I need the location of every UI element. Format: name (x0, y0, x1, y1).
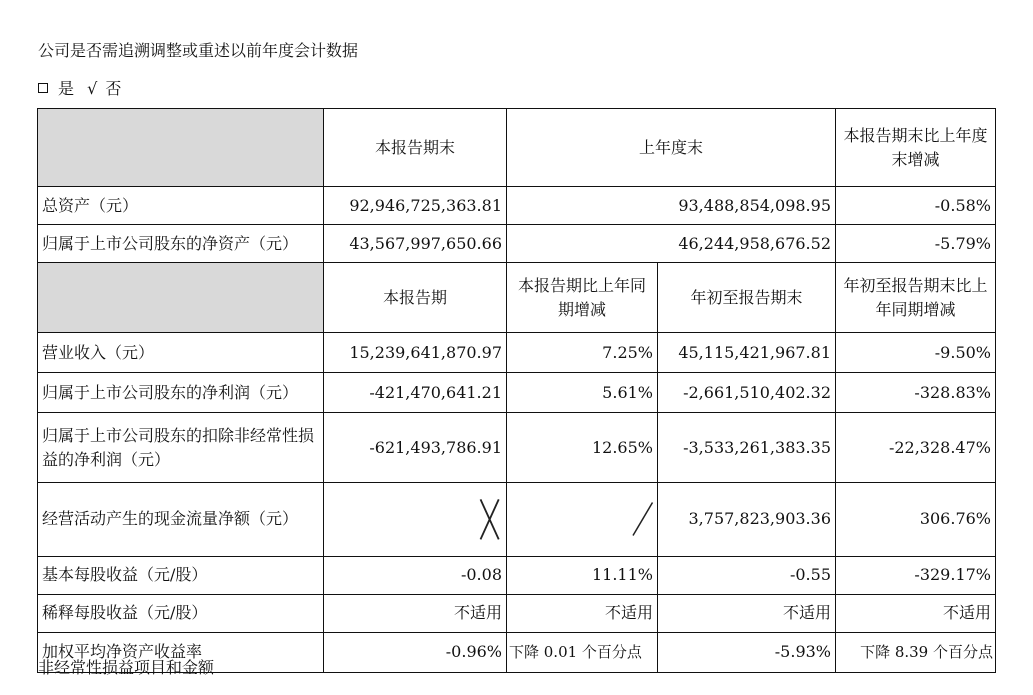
choice-yes: 是 (58, 79, 75, 98)
footer-heading: 非经常性损益项目和金额 (38, 658, 215, 677)
table-row (38, 594, 996, 632)
table-row (38, 483, 996, 557)
cell-ytd: 45,115,421,967.81 (658, 333, 836, 373)
row-label: 稀释每股收益（元/股） (38, 594, 324, 632)
header-ytd-change: 年初至报告期末比上年同期增减 (836, 263, 996, 333)
cell-ytd-change: -329.17% (836, 556, 996, 594)
cell-period-change: 5.61% (507, 373, 658, 413)
cell-period-change: 11.11% (507, 556, 658, 594)
cell-ytd: -3,533,261,383.35 (658, 413, 836, 483)
unchecked-box-icon (38, 83, 48, 93)
header-ytd: 年初至报告期末 (658, 263, 836, 333)
cell-period-change-na (507, 483, 658, 557)
row-label: 基本每股收益（元/股） (38, 556, 324, 594)
cell-change: -5.79% (836, 225, 996, 263)
cell-ytd-change: -22,328.47% (836, 413, 996, 483)
cell-period-change: 不适用 (507, 594, 658, 632)
cell-period: -621,493,786.91 (324, 413, 507, 483)
cell-period: -0.08 (324, 556, 507, 594)
header-row-1 (38, 109, 996, 187)
cell-current: 92,946,725,363.81 (324, 187, 507, 225)
table-row (38, 413, 996, 483)
table-row (38, 333, 996, 373)
diagonal-slash-icon (507, 489, 657, 549)
section-title (60, 0, 360, 6)
header-blank-1 (38, 109, 324, 187)
header-period-change: 本报告期比上年同期增减 (507, 263, 658, 333)
cell-ytd-change: 306.76% (836, 483, 996, 557)
header-blank-2 (38, 263, 324, 333)
checkmark: √ (87, 79, 98, 98)
cell-ytd-change: -328.83% (836, 373, 996, 413)
cell-period: -421,470,641.21 (324, 373, 507, 413)
restatement-question: 公司是否需追溯调整或重述以前年度会计数据 (38, 41, 359, 60)
cell-ytd-change: 不适用 (836, 594, 996, 632)
key-financial-table (37, 108, 996, 673)
cell-period: 不适用 (324, 594, 507, 632)
header-prior-year-end: 上年度末 (507, 109, 836, 187)
header-change-vs-prior-year-end: 本报告期末比上年度末增减 (836, 109, 996, 187)
cell-period-change: 7.25% (507, 333, 658, 373)
row-label: 经营活动产生的现金流量净额（元） (38, 483, 324, 557)
cell-ytd: 不适用 (658, 594, 836, 632)
row-label: 营业收入（元） (38, 333, 324, 373)
cell-period: 15,239,641,870.97 (324, 333, 507, 373)
cell-prior: 46,244,958,676.52 (507, 225, 836, 263)
header-row-2 (38, 263, 996, 333)
cell-ytd: -5.93% (658, 632, 836, 672)
row-label: 归属于上市公司股东的净利润（元） (38, 373, 324, 413)
header-period: 本报告期 (324, 263, 507, 333)
cell-ytd: 3,757,823,903.36 (658, 483, 836, 557)
cell-period-na (324, 483, 507, 557)
choice-no: 否 (105, 79, 122, 98)
cell-current: 43,567,997,650.66 (324, 225, 507, 263)
row-label: 归属于上市公司股东的扣除非经常性损益的净利润（元） (38, 413, 324, 483)
cell-ytd: -0.55 (658, 556, 836, 594)
cell-period: -0.96% (324, 632, 507, 672)
diagonal-slash-icon (324, 483, 506, 556)
header-current-period-end: 本报告期末 (324, 109, 507, 187)
row-label: 归属于上市公司股东的净资产（元） (38, 225, 324, 263)
restatement-choice (38, 78, 129, 100)
row-label: 总资产（元） (38, 187, 324, 225)
table-row (38, 556, 996, 594)
cell-change: -0.58% (836, 187, 996, 225)
table-row (38, 225, 996, 263)
cell-ytd: -2,661,510,402.32 (658, 373, 836, 413)
cell-prior: 93,488,854,098.95 (507, 187, 836, 225)
cell-ytd-change: -9.50% (836, 333, 996, 373)
cell-ytd-change: 下降 8.39 个百分点 (836, 632, 996, 672)
cell-period-change: 12.65% (507, 413, 658, 483)
row-label: 加权平均净资产收益率 (38, 632, 324, 672)
table-row (38, 373, 996, 413)
table-row (38, 187, 996, 225)
cell-period-change: 下降 0.01 个百分点 (507, 632, 658, 672)
